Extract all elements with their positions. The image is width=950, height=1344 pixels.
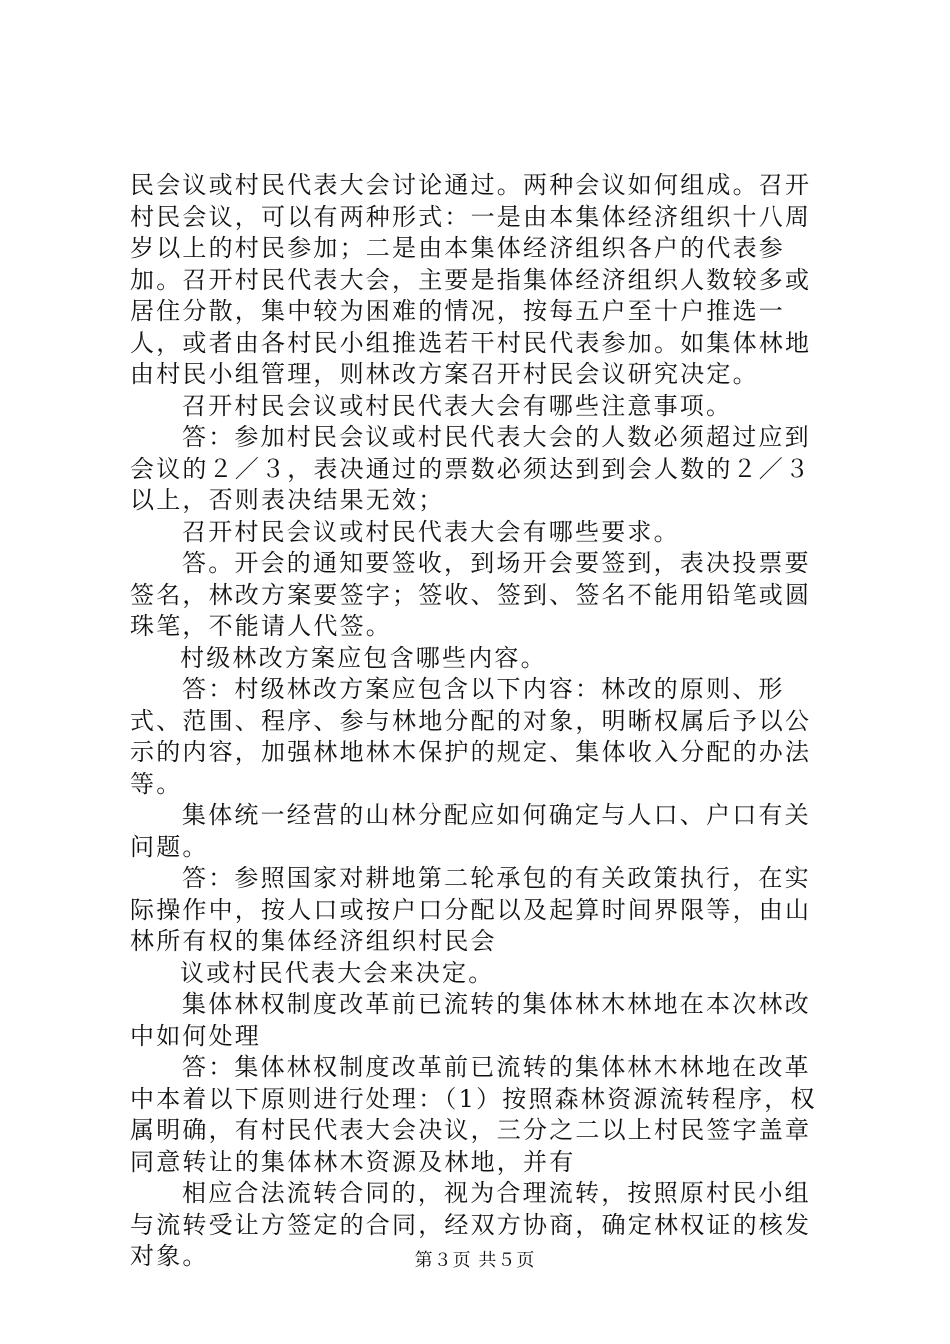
paragraph-continuation: 相应合法流转合同的，视为合理流转，按照原村民小组与流转受让方签定的合同，经双方协商，确定林权证的核发对象。 [130,1179,812,1270]
paragraph-continuation: 议或村民代表大会来决定。 [180,958,495,987]
paragraph-question: 召开村民会议或村民代表大会有哪些要求。 [182,517,680,546]
document-body [130,170,830,1273]
paragraph-answer: 答：参照国家对耕地第二轮承包的有关政策执行，在实际操作中，按人口或按户口分配以及起算时间界限等，由山林所有权的集体经济组织村民会 [130,864,812,955]
paragraph-question: 召开村民会议或村民代表大会有哪些注意事项。 [182,391,733,420]
paragraph-question: 集体林权制度改革前已流转的集体林木林地在本次林改中如何处理 [130,990,811,1050]
paragraph: 民会议或村民代表大会讨论通过。两种会议如何组成。召开村民会议，可以有两种形式：一是由本集体经济组织十八周岁以上的村民参加；二是由本集体经济组织各户的代表参加。召开村民代表大会，主要是指集体经济组织人数较多或居住分散，集中较为困难的情况，按每五户至十户推选一人，或者由各村民小组推选若干村民代表参加。如集体林地由村民小组管理，则林改方案召开村民会议研究决定。 [130,171,812,388]
paragraph-answer: 答：村级林改方案应包含以下内容：林改的原则、形式、范围、程序、参与林地分配的对象，明晰权属后予以公示的内容，加强林地林木保护的规定、集体收入分配的办法等。 [130,675,812,798]
paragraph-answer: 答。开会的通知要签收，到场开会要签到，表决投票要签名，林改方案要签字；签收、签到、签名不能用铅笔或圆珠笔，不能请人代签。 [130,549,812,640]
paragraph-answer: 答：参加村民会议或村民代表大会的人数必须超过应到会议的２／３，表决通过的票数必须达到到会人数的２／３以上，否则表决结果无效； [130,423,812,514]
paragraph-answer: 答：集体林权制度改革前已流转的集体林木林地在改革中本着以下原则进行处理：（1）按照森林资源流转程序，权属明确，有村民代表大会决议，三分之二以上村民签字盖章同意转让的集体林木资源及林地，并有 [130,1053,817,1176]
paragraph-question: 村级林改方案应包含哪些内容。 [180,643,547,672]
page-number-footer: 第３页 共５页 [414,1250,536,1271]
paragraph-question: 集体统一经营的山林分配应如何确定与人口、户口有关问题。 [130,801,811,861]
